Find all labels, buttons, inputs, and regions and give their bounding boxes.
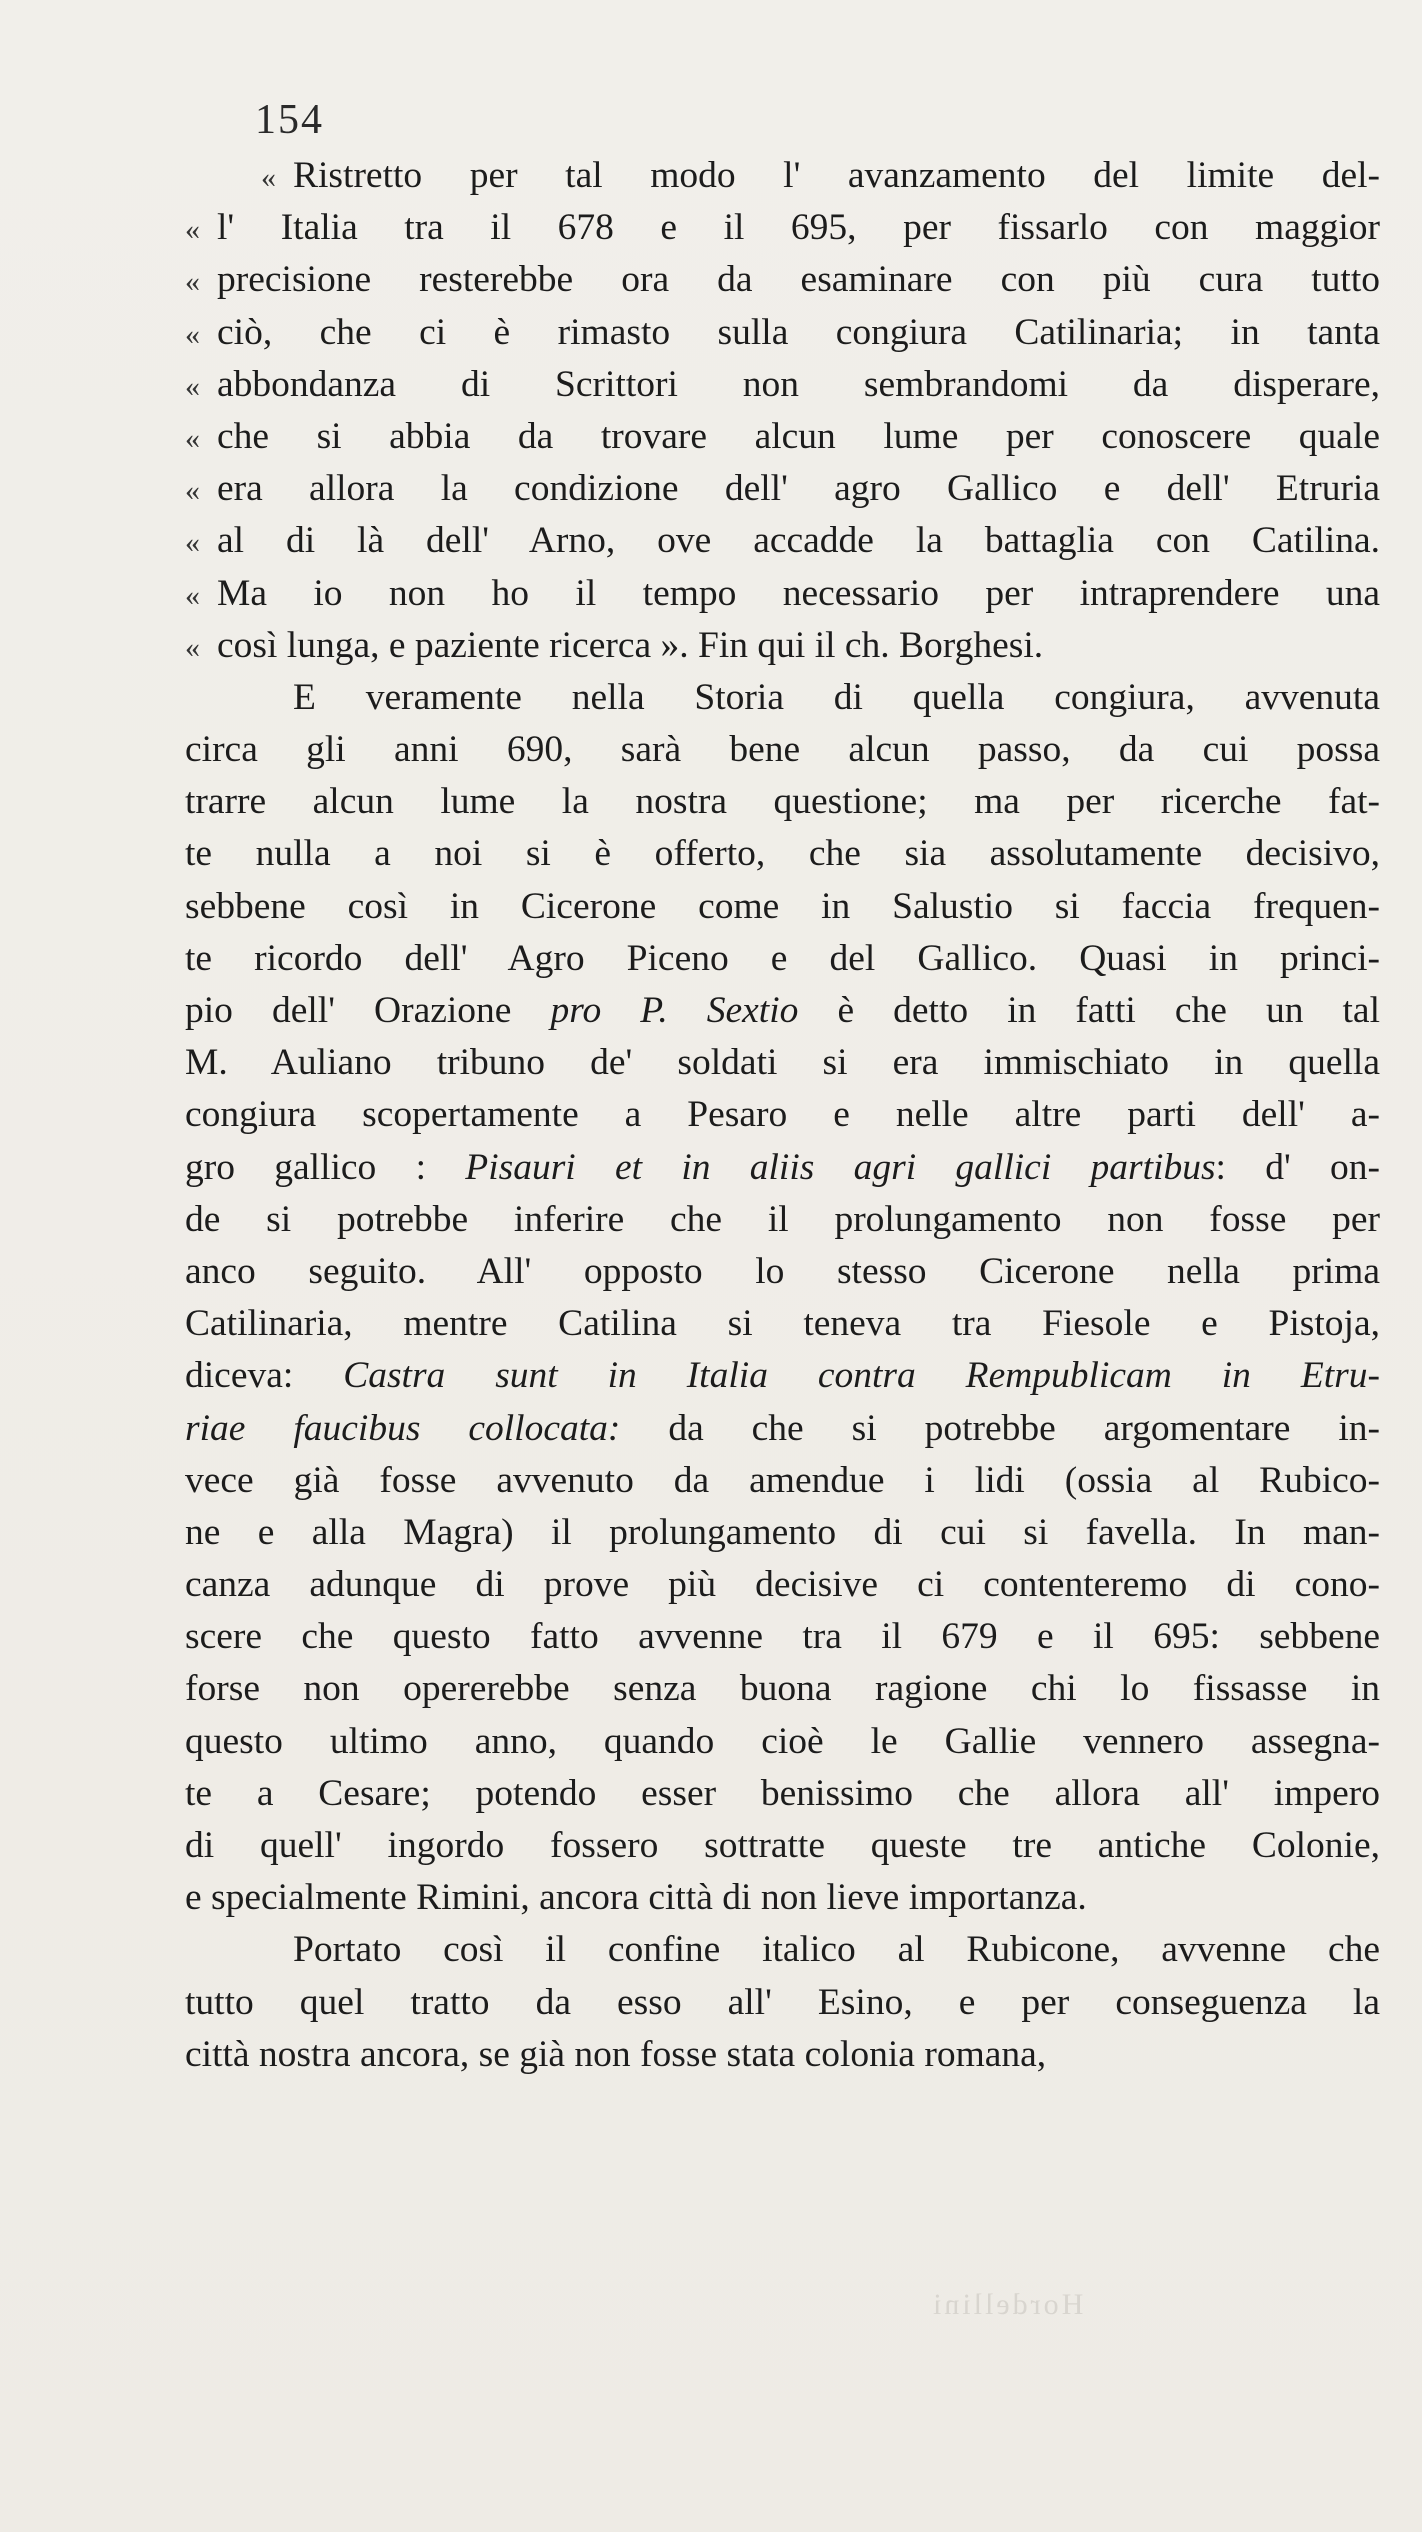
line-text: te ricordo dell' Agro Piceno e del Gallico. Quasi in princi- bbox=[185, 937, 1380, 979]
text-line bbox=[185, 202, 1380, 254]
quote-mark: « bbox=[185, 474, 200, 508]
text-line bbox=[185, 2029, 1380, 2081]
line-text: questo ultimo anno, quando cioè le Gallie vennero assegna- bbox=[185, 1720, 1380, 1762]
text-line bbox=[185, 568, 1380, 620]
show-through-text: Hordellini bbox=[930, 2288, 1084, 2321]
line-text: anco seguito. All' opposto lo stesso Cicerone nella prima bbox=[185, 1250, 1380, 1292]
line-text: forse non opererebbe senza buona ragione chi lo fissasse in bbox=[185, 1668, 1380, 1710]
line-text: ciò, che ci è rimasto sulla congiura Catilinaria; in tanta bbox=[217, 311, 1380, 353]
text-line bbox=[185, 1924, 1380, 1976]
text-line bbox=[185, 724, 1380, 776]
line-text: tutto quel tratto da esso all' Esino, e per conseguenza la bbox=[185, 1981, 1380, 2023]
line-text: ne e alla Magra) il prolungamento di cui si favella. In man- bbox=[185, 1511, 1380, 1553]
text-line bbox=[185, 985, 1380, 1037]
line-text: M. Auliano tribuno de' soldati si era immischiato in quella bbox=[185, 1042, 1380, 1084]
text-line bbox=[185, 1298, 1380, 1350]
text-line bbox=[185, 1872, 1380, 1924]
text-line bbox=[185, 1768, 1380, 1820]
line-text: sebbene così in Cicerone come in Salustio si faccia frequen- bbox=[185, 885, 1380, 927]
text-line bbox=[185, 1194, 1380, 1246]
line-text: era allora la condizione dell' agro Gallico e dell' Etruria bbox=[217, 468, 1380, 510]
line-text: te nulla a noi si è offerto, che sia assolutamente decisivo, bbox=[185, 833, 1380, 875]
quote-mark: « bbox=[185, 421, 200, 455]
text-line bbox=[185, 933, 1380, 985]
line-text: : d' on- bbox=[1215, 1146, 1380, 1188]
line-text: Portato così il confine italico al Rubicone, avvenne che bbox=[293, 1929, 1380, 1971]
line-text: scere che questo fatto avvenne tra il 679 e il 695: sebbene bbox=[185, 1616, 1380, 1658]
text-line bbox=[185, 1246, 1380, 1298]
line-text: Catilinaria, mentre Catilina si teneva tra Fiesole e Pistoja, bbox=[185, 1303, 1380, 1345]
text-line bbox=[185, 1663, 1380, 1715]
line-text: Ristretto per tal modo l' avanzamento del limite del- bbox=[293, 155, 1380, 196]
text-line bbox=[185, 1820, 1380, 1872]
text-line bbox=[185, 1037, 1380, 1089]
text-line bbox=[185, 672, 1380, 724]
line-text: congiura scopertamente a Pesaro e nelle altre parti dell' a- bbox=[185, 1094, 1380, 1136]
quote-mark: « bbox=[261, 161, 276, 194]
text-line bbox=[185, 1089, 1380, 1141]
text-line bbox=[185, 254, 1380, 306]
quote-mark: « bbox=[185, 526, 200, 560]
line-text: che si abbia da trovare alcun lume per conoscere quale bbox=[217, 415, 1380, 457]
text-line bbox=[185, 1977, 1380, 2029]
quote-mark: « bbox=[185, 369, 200, 403]
line-text: te a Cesare; potendo esser benissimo che allora all' impero bbox=[185, 1772, 1380, 1814]
line-text: Ma io non ho il tempo necessario per intraprendere una bbox=[217, 572, 1380, 614]
text-line bbox=[185, 463, 1380, 515]
line-text: di quell' ingordo fossero sottratte queste tre antiche Colonie, bbox=[185, 1825, 1380, 1866]
text-line bbox=[185, 776, 1380, 828]
text-line bbox=[185, 1611, 1380, 1663]
quote-mark: « bbox=[185, 265, 200, 299]
text-line bbox=[185, 620, 1380, 672]
text-line bbox=[185, 1403, 1380, 1455]
text-line bbox=[185, 828, 1380, 880]
line-text: e specialmente Rimini, ancora città di non lieve importanza. bbox=[185, 1877, 1087, 1919]
quote-mark: « bbox=[185, 213, 200, 247]
line-text: de si potrebbe inferire che il prolungamento non fosse per bbox=[185, 1198, 1380, 1240]
latin-quotation: pro P. Sextio bbox=[550, 990, 799, 1031]
text-line bbox=[185, 1716, 1380, 1768]
line-text: così lunga, e paziente ricerca ». Fin qui il ch. Borghesi. bbox=[217, 624, 1044, 666]
line-text: città nostra ancora, se già non fosse stata colonia romana, bbox=[185, 2033, 1047, 2075]
text-line bbox=[185, 515, 1380, 567]
latin-quotation: Pisauri et in aliis agri gallici partibus bbox=[465, 1146, 1216, 1188]
line-text: circa gli anni 690, sarà bene alcun passo, da cui possa bbox=[185, 729, 1380, 771]
page-number: 154 bbox=[255, 97, 324, 143]
text-line bbox=[185, 1559, 1380, 1611]
text-line bbox=[185, 307, 1380, 359]
line-text: l' Italia tra il 678 e il 695, per fissarlo con maggior bbox=[217, 207, 1380, 249]
quote-mark: « bbox=[185, 630, 200, 664]
line-text: al di là dell' Arno, ove accadde la battaglia con Catilina. bbox=[217, 520, 1380, 562]
text-line bbox=[185, 1142, 1380, 1194]
text-line bbox=[185, 1350, 1380, 1402]
text-line bbox=[185, 1507, 1380, 1559]
text-line bbox=[185, 150, 1380, 202]
latin-quotation: riae faucibus collocata: bbox=[185, 1407, 621, 1449]
text-line bbox=[185, 881, 1380, 933]
line-text: diceva: bbox=[185, 1355, 344, 1397]
line-text: pio dell' Orazione bbox=[185, 990, 551, 1031]
line-text: abbondanza di Scrittori non sembrandomi da disperare, bbox=[217, 363, 1380, 405]
quote-mark: « bbox=[185, 578, 200, 612]
text-line bbox=[185, 411, 1380, 463]
quote-mark: « bbox=[185, 317, 200, 351]
line-text: trarre alcun lume la nostra questione; ma per ricerche fat- bbox=[185, 781, 1380, 823]
latin-quotation: Castra sunt in Italia contra Rempublicam in Etru- bbox=[343, 1355, 1380, 1397]
line-text: canza adunque di prove più decisive ci contenteremo di cono- bbox=[185, 1564, 1380, 1606]
text-line bbox=[185, 359, 1380, 411]
line-text: vece già fosse avvenuto da amendue i lidi (ossia al Rubico- bbox=[185, 1459, 1380, 1501]
line-text: precisione resterebbe ora da esaminare con più cura tutto bbox=[217, 259, 1380, 301]
line-text: è detto in fatti che un tal bbox=[798, 990, 1380, 1031]
line-text: da che si potrebbe argomentare in- bbox=[620, 1407, 1380, 1449]
body-text bbox=[185, 150, 1380, 2081]
line-text: gro gallico : bbox=[185, 1146, 466, 1188]
line-text: E veramente nella Storia di quella congiura, avvenuta bbox=[293, 676, 1380, 718]
text-line bbox=[185, 1455, 1380, 1507]
